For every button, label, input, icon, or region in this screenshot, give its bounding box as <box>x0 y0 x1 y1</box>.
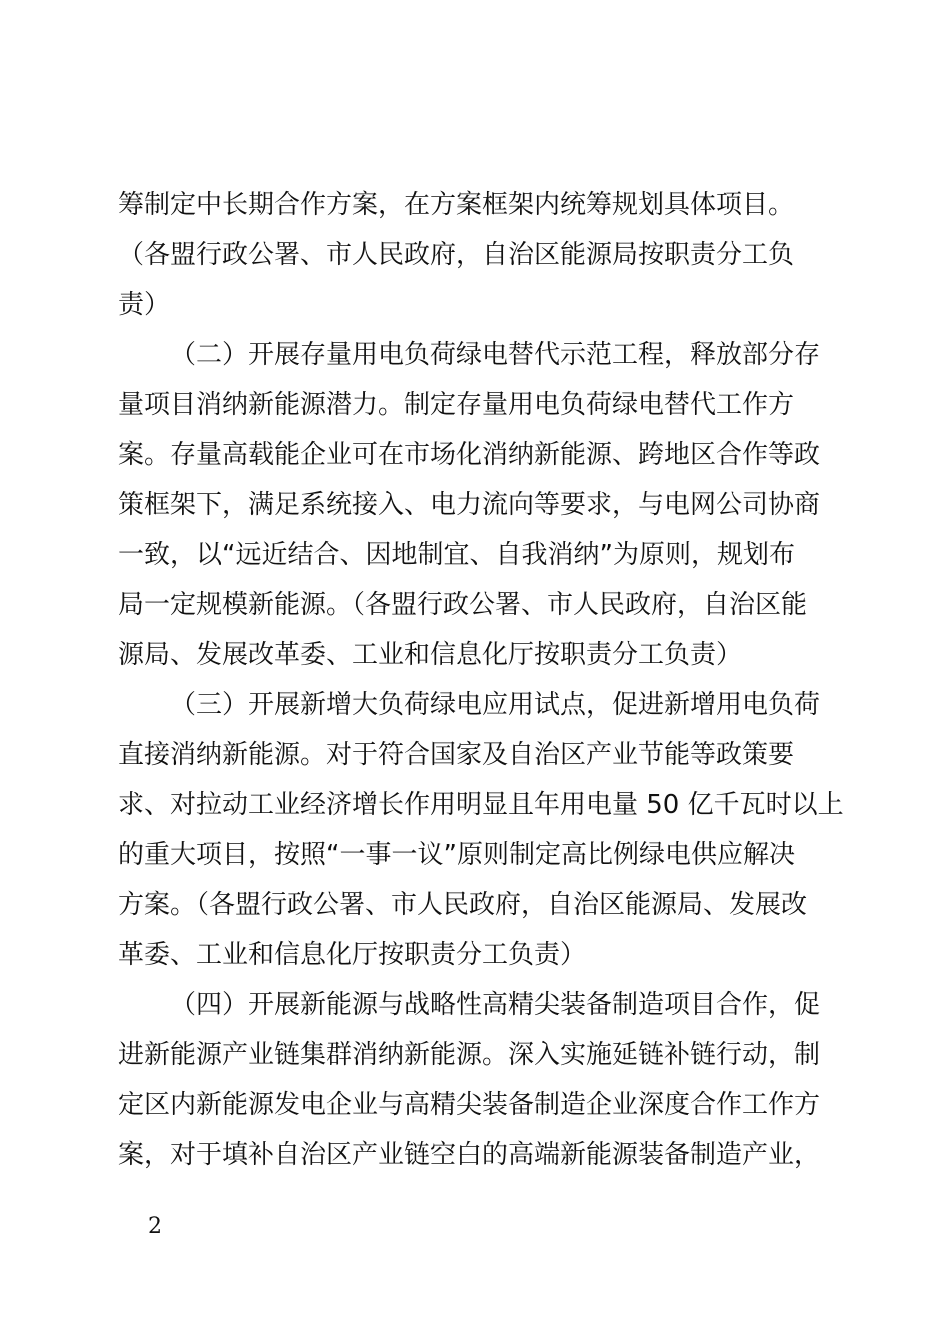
text-line: 量项目消纳新能源潜力。制定存量用电负荷绿电替代工作方 <box>118 390 795 420</box>
text-line: 进新能源产业链集群消纳新能源。深入实施延链补链行动，制 <box>118 1040 821 1070</box>
page-number: 2 <box>148 1214 162 1239</box>
text-line: 筹制定中长期合作方案，在方案框架内统筹规划具体项目。 <box>118 190 795 220</box>
text-line: 策框架下，满足系统接入、电力流向等要求，与电网公司协商 <box>118 490 821 520</box>
text-line: 求、对拉动工业经济增长作用明显且年用电量 50 亿千瓦时以上 <box>118 790 844 820</box>
paragraph-start-line: （二）开展存量用电负荷绿电替代示范工程，释放部分存 <box>170 340 821 370</box>
text-line: 局一定规模新能源。（各盟行政公署、市人民政府，自治区能 <box>118 590 808 620</box>
text-line: 革委、工业和信息化厅按职责分工负责） <box>118 940 587 970</box>
text-line: 定区内新能源发电企业与高精尖装备制造企业深度合作工作方 <box>118 1090 821 1120</box>
text-line: 直接消纳新能源。对于符合国家及自治区产业节能等政策要 <box>118 740 795 770</box>
paragraph-start-line: （四）开展新能源与战略性高精尖装备制造项目合作，促 <box>170 990 821 1020</box>
text-line: 一致，以“远近结合、因地制宜、自我消纳”为原则，规划布 <box>118 540 795 570</box>
paragraph-start-line: （三）开展新增大负荷绿电应用试点，促进新增用电负荷 <box>170 690 821 720</box>
text-line: 责） <box>118 290 171 320</box>
text-line: 源局、发展改革委、工业和信息化厅按职责分工负责） <box>118 640 743 670</box>
text-line: 方案。（各盟行政公署、市人民政府，自治区能源局、发展改 <box>118 890 808 920</box>
text-line: 的重大项目，按照“一事一议”原则制定高比例绿电供应解决 <box>118 840 795 870</box>
text-line: 案。存量高载能企业可在市场化消纳新能源、跨地区合作等政 <box>118 440 821 470</box>
text-line: （各盟行政公署、市人民政府，自治区能源局按职责分工负 <box>118 240 795 270</box>
text-line: 案，对于填补自治区产业链空白的高端新能源装备制造产业， <box>118 1140 821 1170</box>
